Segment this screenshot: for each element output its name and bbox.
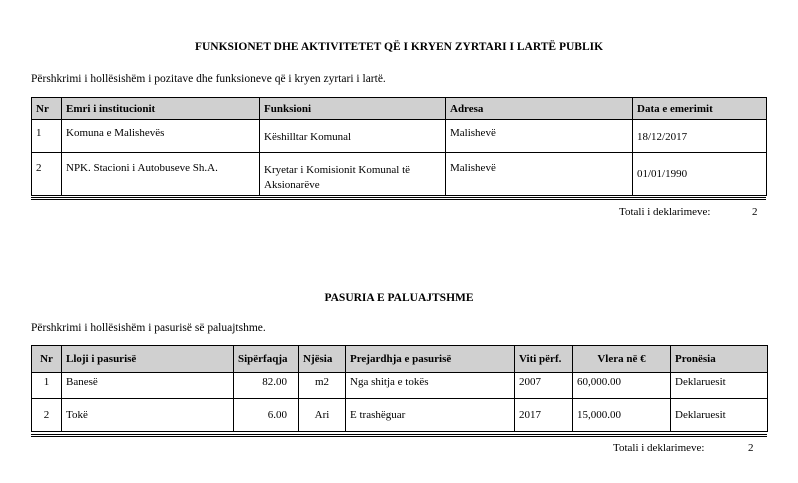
column-header: Lloji i pasurisë [62, 346, 234, 373]
table-row [32, 373, 768, 399]
functions-table [31, 97, 767, 196]
cell-origin: E trashëguar [346, 399, 515, 432]
table-header-row [32, 346, 768, 373]
table-header-row [32, 98, 767, 120]
cell-value: 15,000.00 [573, 399, 671, 432]
section-description-functions: Përshkrimi i hollësishëm i pozitave dhe funksioneve që i kryen zyrtari i lartë. [31, 73, 386, 85]
cell-ownership: Deklaruesit [671, 373, 768, 399]
total-label: Totali i deklarimeve: [613, 442, 705, 454]
cell-ownership: Deklaruesit [671, 399, 768, 432]
column-header: Njësia [299, 346, 346, 373]
cell-address: Malishevë [446, 120, 633, 153]
cell-unit: m2 [299, 373, 346, 399]
column-header: Sipërfaqja [234, 346, 299, 373]
cell-type: Tokë [62, 399, 234, 432]
table-row [32, 153, 767, 196]
cell-nr: 1 [32, 120, 62, 153]
column-header: Nr [32, 346, 62, 373]
column-header: Adresa [446, 98, 633, 120]
cell-nr: 2 [32, 153, 62, 196]
table-row [32, 120, 767, 153]
cell-institution: NPK. Stacioni i Autobuseve Sh.A. [62, 153, 260, 196]
cell-area: 82.00 [234, 373, 299, 399]
column-header: Prejardhja e pasurisë [346, 346, 515, 373]
cell-date: 18/12/2017 [633, 120, 767, 153]
column-header: Nr [32, 98, 62, 120]
total-value: 2 [752, 206, 758, 218]
total-label: Totali i deklarimeve: [619, 206, 711, 218]
cell-nr: 1 [32, 373, 62, 399]
cell-type: Banesë [62, 373, 234, 399]
cell-year: 2007 [515, 373, 573, 399]
column-header: Data e emerimit [633, 98, 767, 120]
column-header: Pronësia [671, 346, 768, 373]
cell-nr: 2 [32, 399, 62, 432]
table-end-rule [31, 197, 766, 200]
column-header: Emri i institucionit [62, 98, 260, 120]
cell-function: Këshilltar Komunal [260, 120, 446, 153]
section-title-immovable-property: PASURIA E PALUAJTSHME [324, 292, 474, 304]
cell-address: Malishevë [446, 153, 633, 196]
cell-function: Kryetar i Komisionit Komunal të Aksionarëve [260, 153, 446, 196]
cell-origin: Nga shitja e tokës [346, 373, 515, 399]
total-value: 2 [748, 442, 754, 454]
cell-unit: Ari [299, 399, 346, 432]
section-description-immovable-property: Përshkrimi i hollësishëm i pasurisë së paluajtshme. [31, 322, 266, 334]
column-header: Funksioni [260, 98, 446, 120]
immovable-property-table [31, 345, 768, 432]
section-title-functions: FUNKSIONET DHE AKTIVITETET QË I KRYEN ZYRTARI I LARTË PUBLIK [194, 41, 604, 53]
column-header: Viti përf. [515, 346, 573, 373]
table-row [32, 399, 768, 432]
table-end-rule [31, 434, 767, 437]
cell-year: 2017 [515, 399, 573, 432]
column-header: Vlera në € [573, 346, 671, 373]
cell-value: 60,000.00 [573, 373, 671, 399]
cell-area: 6.00 [234, 399, 299, 432]
cell-date: 01/01/1990 [633, 153, 767, 196]
cell-institution: Komuna e Malishevës [62, 120, 260, 153]
